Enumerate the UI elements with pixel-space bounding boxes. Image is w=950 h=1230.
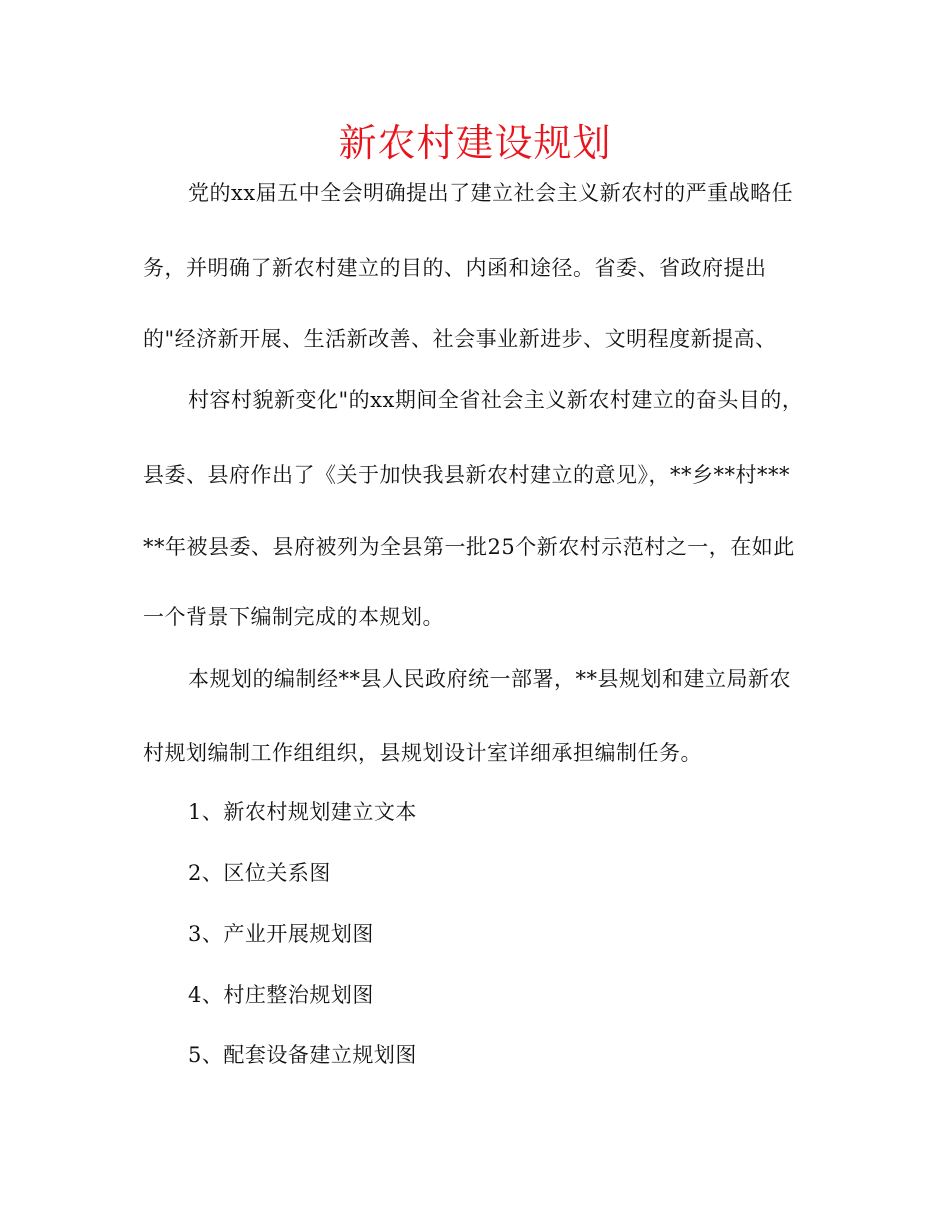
paragraph-line: 的"经济新开展、生活新改善、社会事业新进步、文明程度新提高、 (143, 327, 777, 351)
paragraph-line: 村规划编制工作组组织，县规划设计室详细承担编制任务。 (143, 741, 702, 765)
list-item: 5、配套设备建立规划图 (188, 1043, 417, 1067)
list-item: 4、村庄整治规划图 (188, 983, 374, 1007)
list-item: 1、新农村规划建立文本 (188, 800, 417, 824)
paragraph-line: 党的xx届五中全会明确提出了建立社会主义新农村的严重战略任 (188, 181, 794, 205)
paragraph-line: 一个背景下编制完成的本规划。 (143, 605, 444, 629)
list-item: 2、区位关系图 (188, 861, 331, 885)
paragraph-line: 本规划的编制经**县人民政府统一部署，**县规划和建立局新农 (188, 667, 791, 691)
paragraph-line: 县委、县府作出了《关于加快我县新农村建立的意见》，**乡**村*** (143, 463, 790, 487)
page-title: 新农村建设规划 (338, 121, 612, 165)
paragraph-line: 务，并明确了新农村建立的目的、内函和途径。省委、省政府提出 (143, 256, 767, 280)
list-item: 3、产业开展规划图 (188, 922, 374, 946)
paragraph-line: **年被县委、县府被列为全县第一批25个新农村示范村之一，在如此 (143, 535, 795, 559)
paragraph-line: 村容村貌新变化"的xx期间全省社会主义新农村建立的奋头目的， (188, 388, 804, 412)
